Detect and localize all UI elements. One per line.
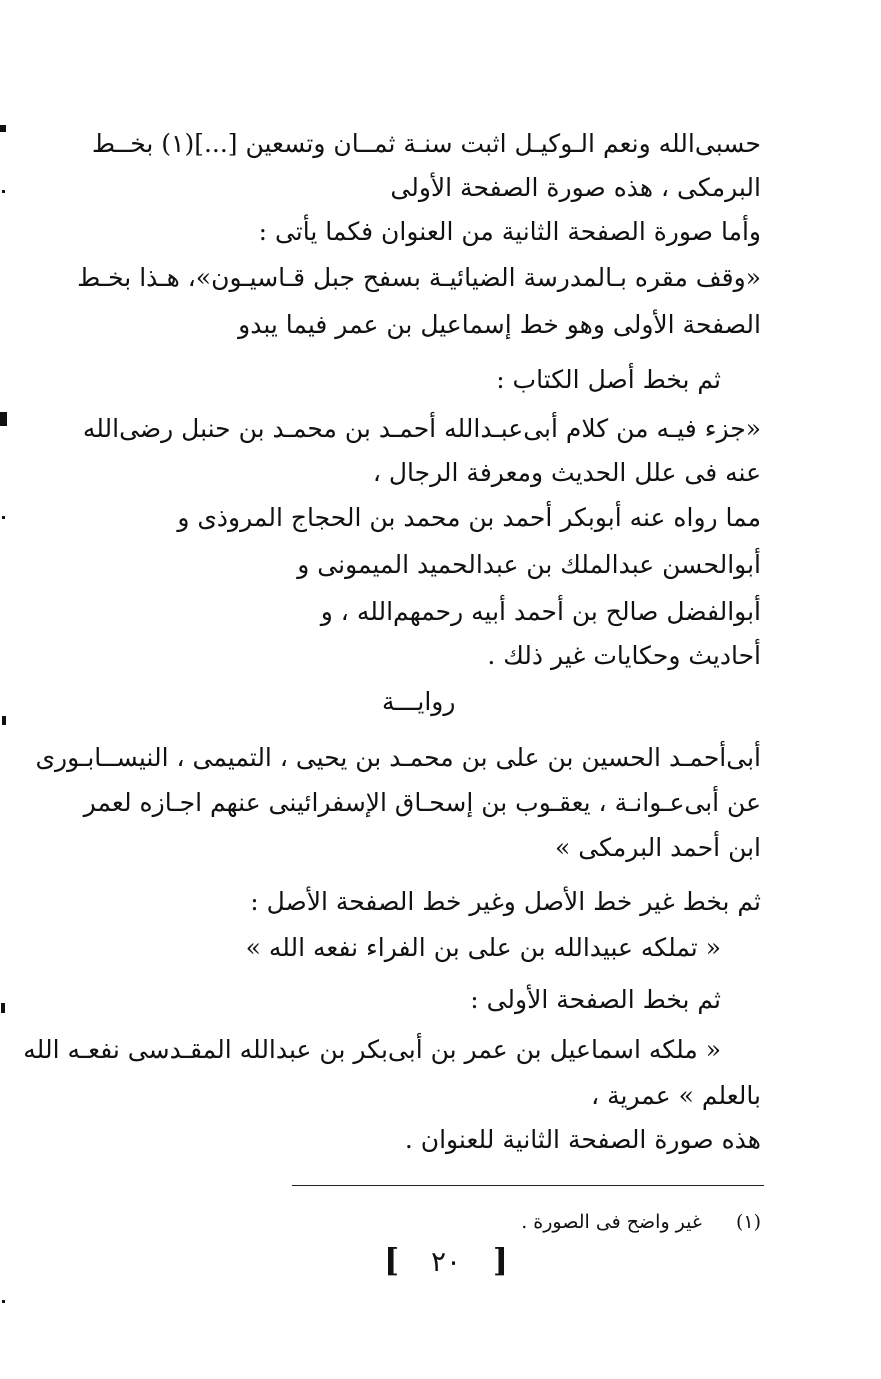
footnote-divider (292, 1185, 764, 1186)
footnote-number: (١) (735, 1211, 761, 1233)
body-line: حسبى‌الله ونعم الـوكيـل اثبت سنـة ثمــان وتسعين [...](١) بخــط (91, 129, 761, 158)
page-number (384, 1240, 508, 1282)
body-line: عنه فى علل الحديث ومعرفة الرجال ، (372, 458, 761, 487)
footnote-text: غير واضح فى الصورة . (521, 1211, 702, 1233)
page-number-open-bracket: [ (384, 1241, 400, 1279)
scan-mark (0, 125, 6, 132)
page-number-close-bracket: ] (492, 1241, 508, 1279)
body-line: أبوالحسن عبدالملك بن عبدالحميد الميمونى و (297, 550, 761, 579)
scan-mark (1, 1003, 5, 1013)
scan-mark (2, 716, 6, 725)
body-line: البرمكى ، هذه صورة الصفحة الأولى (390, 173, 761, 202)
ownership-line: ثم بخط غير خط الأصل وغير خط الصفحة الأصل : (250, 887, 761, 916)
page-number-value: ٢٠ (430, 1245, 462, 1278)
riwaya-line: عن أبى‌عـوانـة ، يعقـوب بن إسحـاق الإسفرائينى عنهم اجـازه لعمر (83, 788, 761, 817)
ownership-line: « ملكه اسماعيل بن عمر بن أبى‌بكر بن عبدالله المقـدسى نفعـه الله (23, 1035, 721, 1064)
footnote (521, 1208, 761, 1236)
riwaya-line: أبى‌أحمـد الحسين بن على بن محمـد بن يحيى ، التميمى ، النيســابـورى (35, 743, 761, 772)
scan-mark (0, 412, 7, 426)
scan-mark (2, 1300, 5, 1303)
ownership-line: ثم بخط الصفحة الأولى : (470, 985, 721, 1014)
body-line: الصفحة الأولى وهو خط إسماعيل بن عمر فيما يبدو (238, 310, 761, 339)
body-line: «جزء فيـه من كلام أبى‌عبـدالله أحمـد بن محمـد بن حنبل رضى‌الله (82, 414, 761, 443)
riwaya-heading: روايـــة (382, 687, 456, 716)
ownership-line: بالعلم » عمرية ، (591, 1081, 761, 1110)
body-line: أحاديث وحكايات غير ذلك . (487, 641, 761, 670)
body-line: مما رواه عنه أبوبكر أحمد بن محمد بن الحجاج المروذى و (177, 503, 761, 532)
body-line: وأما صورة الصفحة الثانية من العنوان فكما يأتى : (258, 217, 761, 246)
scan-mark (2, 190, 5, 193)
ownership-line: هذه صورة الصفحة الثانية للعنوان . (404, 1125, 761, 1154)
ownership-line: « تملكه عبيدالله بن على بن الفراء نفعه الله » (245, 933, 721, 962)
scan-mark (2, 516, 5, 519)
body-line: «وقف مقره بـالمدرسة الضيائيـة بسفح جبل قـاسيـون»، هـذا بخـط (77, 263, 761, 292)
body-line: ثم بخط أصل الكتاب : (496, 365, 721, 394)
body-line: أبوالفضل صالح بن أحمد أبيه رحمهم‌الله ، و (320, 597, 761, 626)
riwaya-line: ابن أحمد البرمكى » (555, 833, 761, 862)
